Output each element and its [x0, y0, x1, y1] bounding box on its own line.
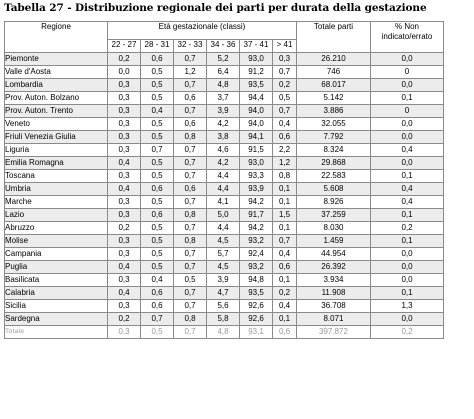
class-value-cell: 0,3 — [108, 131, 141, 144]
class-value-cell: 94,2 — [240, 196, 273, 209]
class-value-cell: 0,8 — [174, 209, 207, 222]
table-body — [5, 53, 444, 339]
region-cell: Campania — [5, 248, 108, 261]
table-row — [5, 287, 444, 300]
table-row — [5, 248, 444, 261]
class-value-cell: 0,8 — [174, 131, 207, 144]
class-value-cell: 4,8 — [207, 79, 240, 92]
missing-percent-cell: 0,4 — [371, 144, 444, 157]
class-value-cell: 0,2 — [108, 313, 141, 326]
class-value-cell: 0,7 — [273, 235, 297, 248]
class-value-cell: 0,6 — [141, 183, 174, 196]
table-row — [5, 144, 444, 157]
total-births-cell: 26.210 — [297, 53, 371, 66]
missing-percent-cell: 0,0 — [371, 79, 444, 92]
class-value-cell: 93,3 — [240, 170, 273, 183]
region-cell: Basilicata — [5, 274, 108, 287]
header-class: > 41 — [273, 40, 297, 53]
class-value-cell: 5,8 — [207, 313, 240, 326]
class-value-cell: 0,5 — [141, 196, 174, 209]
class-value-cell: 93,5 — [240, 287, 273, 300]
total-births-cell: 11.908 — [297, 287, 371, 300]
class-value-cell: 0,7 — [174, 326, 207, 339]
missing-percent-cell: 0,0 — [371, 261, 444, 274]
region-cell: Prov. Auton. Bolzano — [5, 92, 108, 105]
total-births-cell: 29.868 — [297, 157, 371, 170]
class-value-cell: 4,4 — [207, 222, 240, 235]
class-value-cell: 0,1 — [273, 183, 297, 196]
class-value-cell: 0,3 — [108, 92, 141, 105]
missing-percent-cell: 0,0 — [371, 248, 444, 261]
class-value-cell: 0,7 — [174, 248, 207, 261]
class-value-cell: 0,5 — [141, 131, 174, 144]
class-value-cell: 0,7 — [174, 196, 207, 209]
missing-percent-cell: 0,0 — [371, 131, 444, 144]
class-value-cell: 0,5 — [141, 326, 174, 339]
total-births-cell: 36.708 — [297, 300, 371, 313]
class-value-cell: 0,6 — [141, 300, 174, 313]
total-births-cell: 32.055 — [297, 118, 371, 131]
class-value-cell: 0,7 — [174, 53, 207, 66]
class-value-cell: 0,7 — [174, 222, 207, 235]
missing-percent-cell: 0,2 — [371, 222, 444, 235]
total-births-cell: 8.030 — [297, 222, 371, 235]
class-value-cell: 0,7 — [273, 66, 297, 79]
class-value-cell: 0,4 — [108, 287, 141, 300]
class-value-cell: 91,5 — [240, 144, 273, 157]
header-class: 37 - 41 — [240, 40, 273, 53]
class-value-cell: 0,7 — [174, 157, 207, 170]
class-value-cell: 0,3 — [108, 144, 141, 157]
class-value-cell: 0,4 — [273, 300, 297, 313]
region-cell: Liguria — [5, 144, 108, 157]
class-value-cell: 0,6 — [174, 92, 207, 105]
class-value-cell: 0,2 — [108, 222, 141, 235]
class-value-cell: 5,2 — [207, 53, 240, 66]
class-value-cell: 0,4 — [273, 248, 297, 261]
missing-percent-cell: 1,3 — [371, 300, 444, 313]
class-value-cell: 0,1 — [273, 313, 297, 326]
class-value-cell: 1,2 — [273, 157, 297, 170]
header-total: Totale parti — [297, 22, 371, 53]
region-cell: Piemonte — [5, 53, 108, 66]
class-value-cell: 0,5 — [174, 274, 207, 287]
class-value-cell: 3,8 — [207, 131, 240, 144]
table-row — [5, 118, 444, 131]
class-value-cell: 0,2 — [273, 79, 297, 92]
class-value-cell: 0,5 — [273, 92, 297, 105]
region-cell: Marche — [5, 196, 108, 209]
header-gestational-group: Età gestazionale (classi) — [108, 22, 297, 40]
total-births-cell: 7.792 — [297, 131, 371, 144]
class-value-cell: 0,4 — [273, 118, 297, 131]
missing-percent-cell: 0,2 — [371, 326, 444, 339]
table-row — [5, 196, 444, 209]
class-value-cell: 0,7 — [174, 287, 207, 300]
total-births-cell: 22.583 — [297, 170, 371, 183]
header-missing-line1: % Non — [394, 22, 419, 31]
region-cell: Umbria — [5, 183, 108, 196]
class-value-cell: 0,7 — [174, 261, 207, 274]
class-value-cell: 0,3 — [108, 118, 141, 131]
class-value-cell: 0,5 — [141, 157, 174, 170]
header-region: Regione — [5, 22, 108, 53]
class-value-cell: 91,2 — [240, 66, 273, 79]
class-value-cell: 0,3 — [108, 274, 141, 287]
class-value-cell: 0,1 — [273, 196, 297, 209]
region-cell: Valle d'Aosta — [5, 66, 108, 79]
class-value-cell: 4,5 — [207, 235, 240, 248]
class-value-cell: 0,5 — [141, 92, 174, 105]
class-value-cell: 4,2 — [207, 118, 240, 131]
class-value-cell: 92,6 — [240, 313, 273, 326]
class-value-cell: 1,2 — [174, 66, 207, 79]
total-births-cell: 3.886 — [297, 105, 371, 118]
region-cell: Emilia Romagna — [5, 157, 108, 170]
class-value-cell: 0,8 — [273, 170, 297, 183]
region-cell: Lazio — [5, 209, 108, 222]
total-births-cell: 397.872 — [297, 326, 371, 339]
total-births-cell: 44.954 — [297, 248, 371, 261]
total-births-cell: 3.934 — [297, 274, 371, 287]
class-value-cell: 4,5 — [207, 261, 240, 274]
table-row — [5, 170, 444, 183]
class-value-cell: 93,2 — [240, 261, 273, 274]
table-row — [5, 313, 444, 326]
missing-percent-cell: 0,4 — [371, 196, 444, 209]
class-value-cell: 4,1 — [207, 196, 240, 209]
class-value-cell: 0,4 — [108, 183, 141, 196]
class-value-cell: 0,5 — [141, 248, 174, 261]
table-row — [5, 92, 444, 105]
class-value-cell: 4,6 — [207, 144, 240, 157]
class-value-cell: 4,4 — [207, 170, 240, 183]
table-row — [5, 235, 444, 248]
class-value-cell: 5,6 — [207, 300, 240, 313]
class-value-cell: 1,5 — [273, 209, 297, 222]
total-births-cell: 746 — [297, 66, 371, 79]
class-value-cell: 6,4 — [207, 66, 240, 79]
region-cell: Prov. Auton. Trento — [5, 105, 108, 118]
class-value-cell: 0,1 — [273, 274, 297, 287]
class-value-cell: 0,3 — [108, 235, 141, 248]
class-value-cell: 93,5 — [240, 79, 273, 92]
class-value-cell: 0,5 — [141, 118, 174, 131]
region-cell: Abruzzo — [5, 222, 108, 235]
class-value-cell: 94,2 — [240, 222, 273, 235]
table-row — [5, 183, 444, 196]
class-value-cell: 0,7 — [174, 170, 207, 183]
missing-percent-cell: 0,0 — [371, 313, 444, 326]
header-class: 34 - 36 — [207, 40, 240, 53]
class-value-cell: 5,0 — [207, 209, 240, 222]
class-value-cell: 94,0 — [240, 118, 273, 131]
region-cell: Lombardia — [5, 79, 108, 92]
class-value-cell: 93,0 — [240, 53, 273, 66]
class-value-cell: 0,6 — [273, 131, 297, 144]
class-value-cell: 0,0 — [108, 66, 141, 79]
region-cell: Calabria — [5, 287, 108, 300]
class-value-cell: 0,3 — [273, 53, 297, 66]
total-births-cell: 37.259 — [297, 209, 371, 222]
class-value-cell: 92,6 — [240, 300, 273, 313]
class-value-cell: 0,7 — [174, 144, 207, 157]
class-value-cell: 0,7 — [273, 105, 297, 118]
missing-percent-cell: 0,0 — [371, 157, 444, 170]
table-row — [5, 274, 444, 287]
table-row — [5, 209, 444, 222]
gestation-table — [4, 21, 444, 339]
class-value-cell: 0,3 — [108, 105, 141, 118]
table-row — [5, 66, 444, 79]
class-value-cell: 0,4 — [141, 274, 174, 287]
header-class: 28 - 31 — [141, 40, 174, 53]
class-value-cell: 94,4 — [240, 92, 273, 105]
missing-percent-cell: 0,1 — [371, 235, 444, 248]
region-cell: Totale — [5, 326, 108, 339]
class-value-cell: 4,8 — [207, 326, 240, 339]
total-births-cell: 26.392 — [297, 261, 371, 274]
total-births-cell: 5.142 — [297, 92, 371, 105]
class-value-cell: 0,6 — [141, 209, 174, 222]
missing-percent-cell: 0,0 — [371, 53, 444, 66]
header-class: 22 - 27 — [108, 40, 141, 53]
class-value-cell: 4,4 — [207, 183, 240, 196]
class-value-cell: 0,5 — [141, 235, 174, 248]
class-value-cell: 0,5 — [141, 222, 174, 235]
total-row — [5, 326, 444, 339]
class-value-cell: 0,6 — [141, 53, 174, 66]
missing-percent-cell: 0,4 — [371, 183, 444, 196]
class-value-cell: 0,5 — [141, 261, 174, 274]
missing-percent-cell: 0,1 — [371, 92, 444, 105]
class-value-cell: 0,7 — [174, 300, 207, 313]
class-value-cell: 0,6 — [174, 118, 207, 131]
class-value-cell: 93,0 — [240, 157, 273, 170]
total-births-cell: 8.324 — [297, 144, 371, 157]
class-value-cell: 4,7 — [207, 287, 240, 300]
class-value-cell: 0,6 — [141, 287, 174, 300]
class-value-cell: 0,6 — [273, 326, 297, 339]
class-value-cell: 0,3 — [108, 196, 141, 209]
missing-percent-cell: 0,1 — [371, 170, 444, 183]
class-value-cell: 92,4 — [240, 248, 273, 261]
table-row — [5, 261, 444, 274]
region-cell: Sardegna — [5, 313, 108, 326]
class-value-cell: 0,3 — [108, 209, 141, 222]
class-value-cell: 3,9 — [207, 274, 240, 287]
class-value-cell: 0,3 — [108, 79, 141, 92]
class-value-cell: 94,1 — [240, 131, 273, 144]
header-class: 32 - 33 — [174, 40, 207, 53]
table-row — [5, 157, 444, 170]
class-value-cell: 0,4 — [108, 157, 141, 170]
class-value-cell: 0,5 — [141, 170, 174, 183]
missing-percent-cell: 0,1 — [371, 209, 444, 222]
table-row — [5, 300, 444, 313]
table-row — [5, 53, 444, 66]
class-value-cell: 0,2 — [108, 53, 141, 66]
total-births-cell: 8.071 — [297, 313, 371, 326]
region-cell: Molise — [5, 235, 108, 248]
missing-percent-cell: 0 — [371, 66, 444, 79]
class-value-cell: 0,3 — [108, 170, 141, 183]
class-value-cell: 0,4 — [141, 105, 174, 118]
class-value-cell: 94,8 — [240, 274, 273, 287]
class-value-cell: 0,5 — [141, 79, 174, 92]
table-title: Tabella 27 - Distribuzione regionale dei parti per durata della gestazione — [4, 2, 427, 14]
region-cell: Puglia — [5, 261, 108, 274]
total-births-cell: 68.017 — [297, 79, 371, 92]
class-value-cell: 0,8 — [174, 313, 207, 326]
class-value-cell: 0,6 — [273, 261, 297, 274]
table-row — [5, 222, 444, 235]
class-value-cell: 0,4 — [108, 261, 141, 274]
region-cell: Sicilia — [5, 300, 108, 313]
table-row — [5, 131, 444, 144]
class-value-cell: 4,2 — [207, 157, 240, 170]
class-value-cell: 0,7 — [141, 144, 174, 157]
class-value-cell: 0,8 — [174, 235, 207, 248]
class-value-cell: 0,1 — [273, 222, 297, 235]
class-value-cell: 0,3 — [108, 326, 141, 339]
total-births-cell: 5.608 — [297, 183, 371, 196]
header-missing-line2: indicato/errato — [381, 32, 433, 41]
class-value-cell: 0,7 — [141, 313, 174, 326]
class-value-cell: 93,1 — [240, 326, 273, 339]
class-value-cell: 0,2 — [273, 287, 297, 300]
class-value-cell: 0,7 — [174, 105, 207, 118]
class-value-cell: 0,3 — [108, 248, 141, 261]
class-value-cell: 2,2 — [273, 144, 297, 157]
class-value-cell: 93,9 — [240, 183, 273, 196]
class-value-cell: 5,7 — [207, 248, 240, 261]
table-row — [5, 79, 444, 92]
class-value-cell: 3,7 — [207, 92, 240, 105]
class-value-cell: 0,5 — [141, 66, 174, 79]
missing-percent-cell: 0,0 — [371, 118, 444, 131]
class-value-cell: 93,2 — [240, 235, 273, 248]
region-cell: Toscana — [5, 170, 108, 183]
class-value-cell: 94,0 — [240, 105, 273, 118]
class-value-cell: 0,6 — [174, 183, 207, 196]
class-value-cell: 91,7 — [240, 209, 273, 222]
missing-percent-cell: 0 — [371, 105, 444, 118]
missing-percent-cell: 0,0 — [371, 274, 444, 287]
missing-percent-cell: 0,1 — [371, 287, 444, 300]
total-births-cell: 1.459 — [297, 235, 371, 248]
total-births-cell: 8.926 — [297, 196, 371, 209]
table-row — [5, 105, 444, 118]
region-cell: Friuli Venezia Giulia — [5, 131, 108, 144]
header-missing — [371, 22, 444, 53]
class-value-cell: 0,3 — [108, 300, 141, 313]
class-value-cell: 0,7 — [174, 79, 207, 92]
region-cell: Veneto — [5, 118, 108, 131]
class-value-cell: 3,9 — [207, 105, 240, 118]
